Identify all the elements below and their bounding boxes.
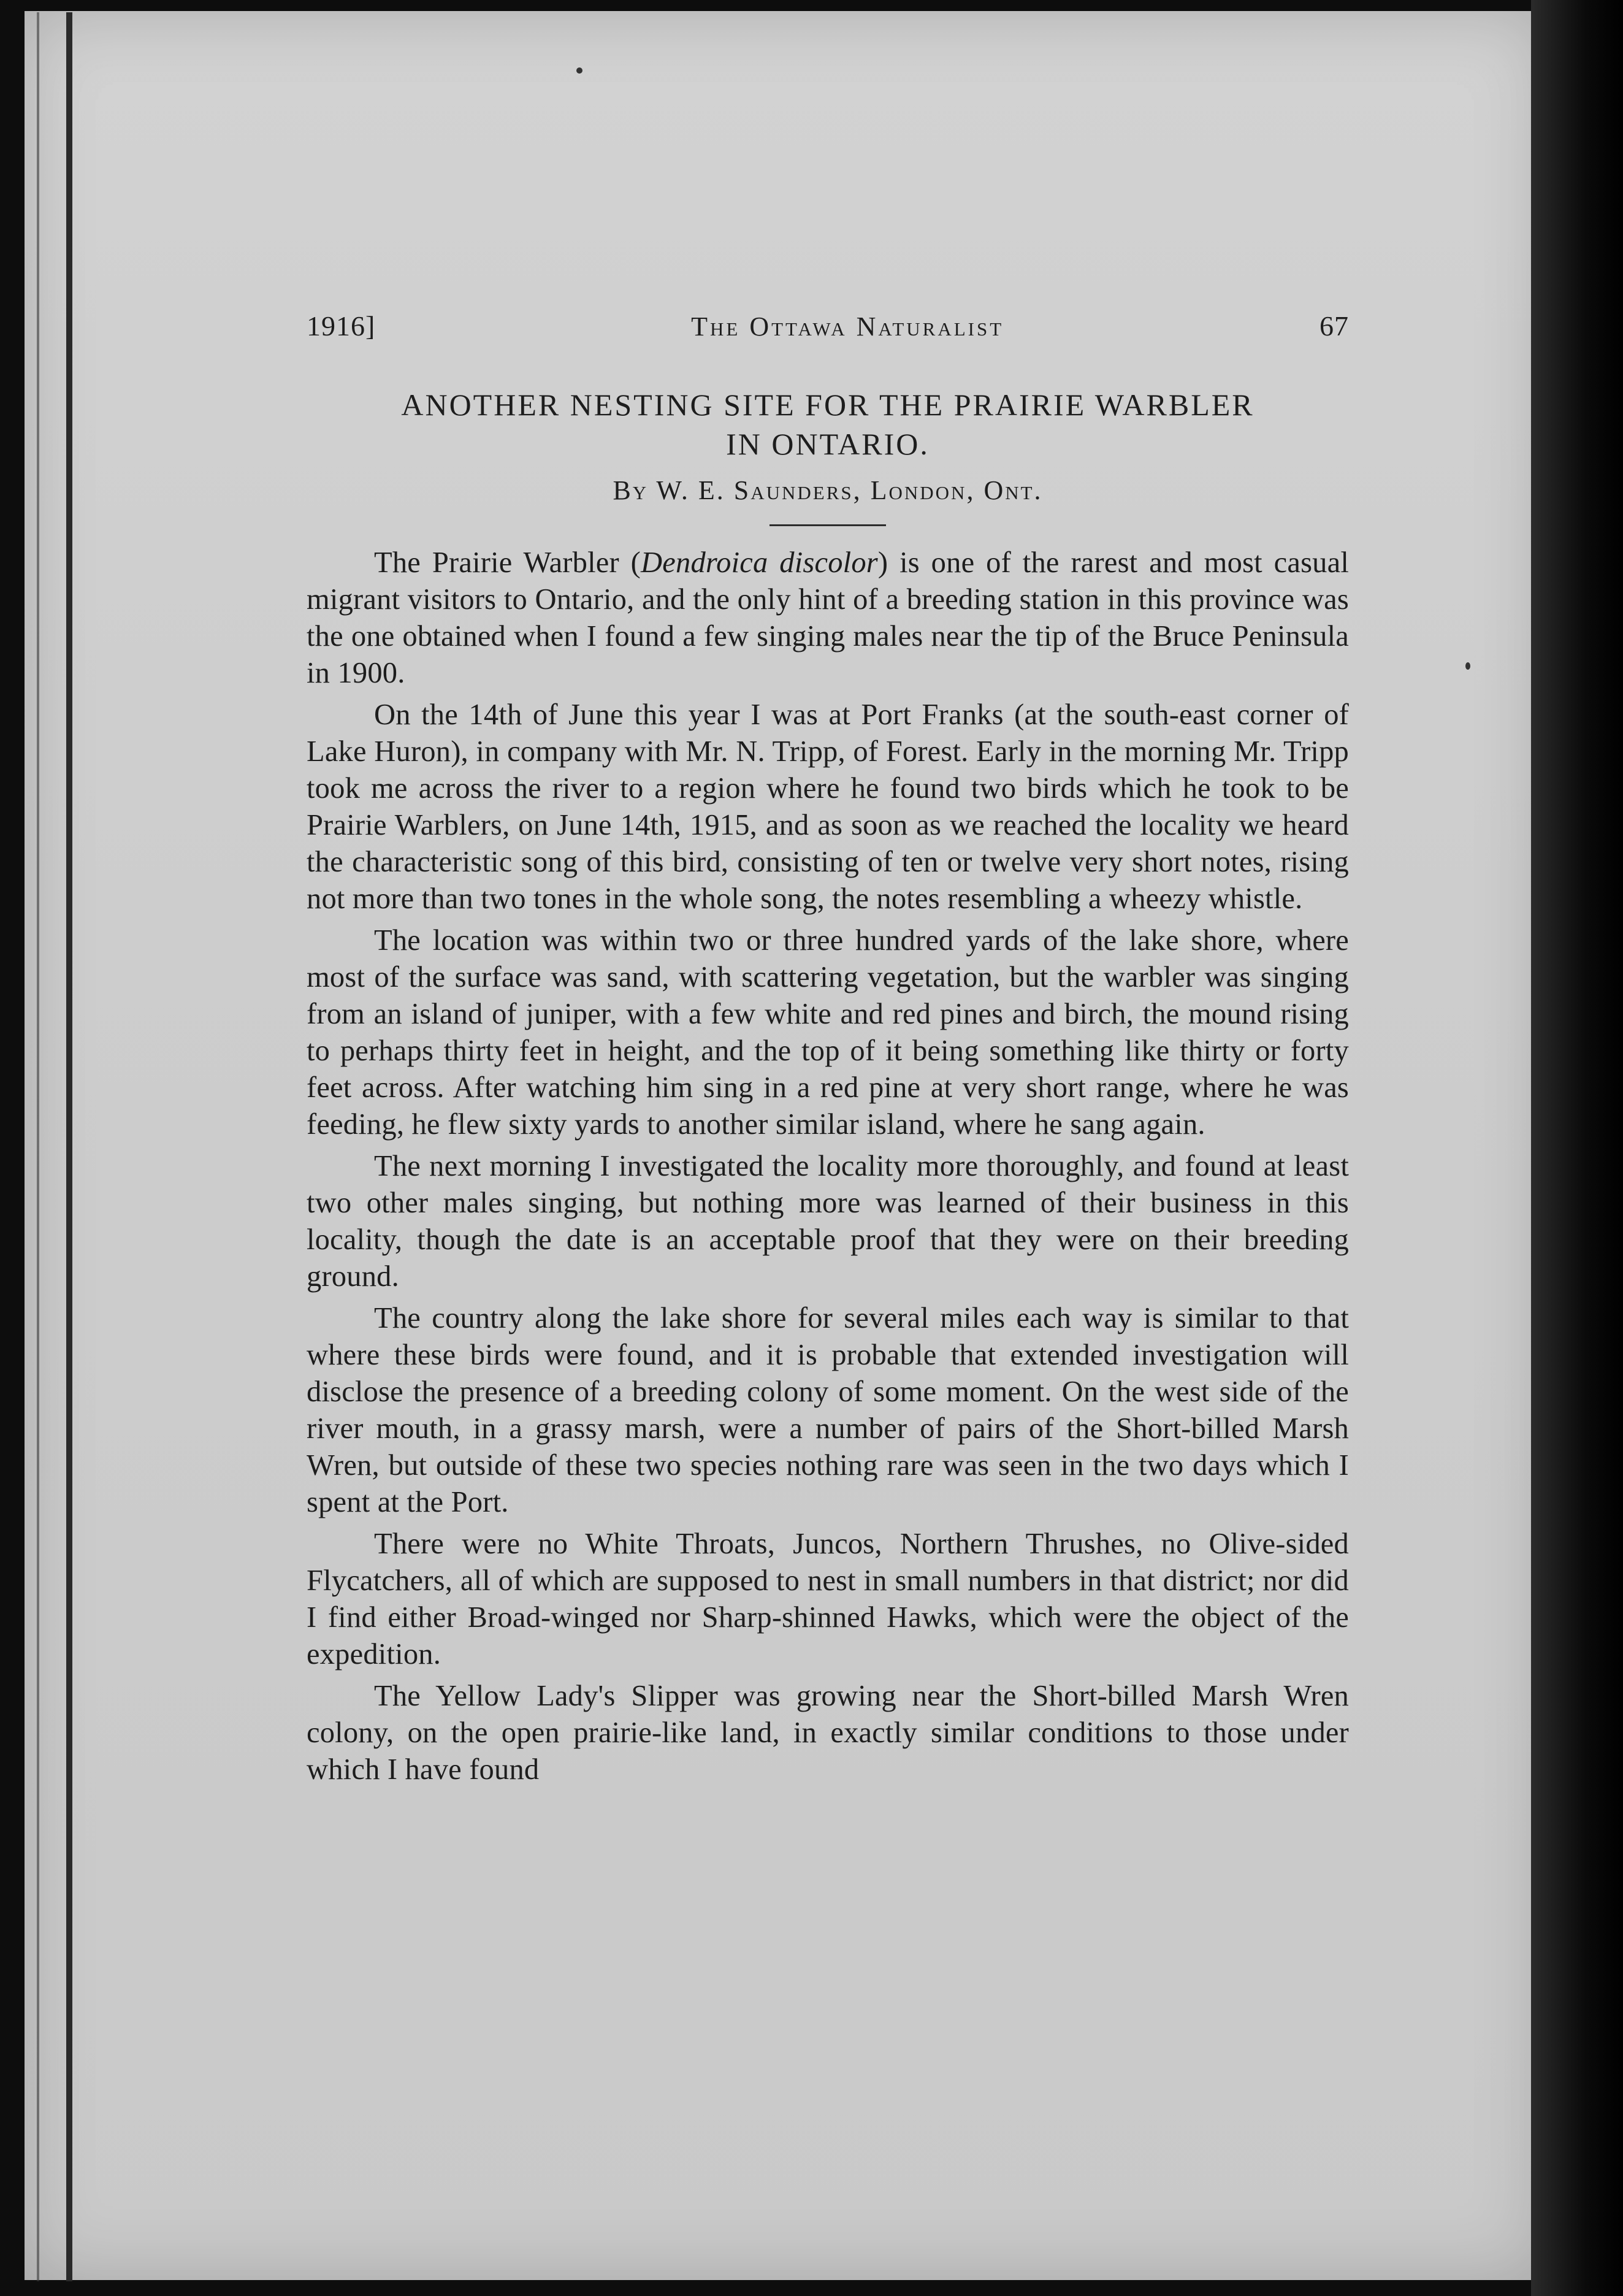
paragraph-7: The Yellow Lady's Slipper was growing near the Short-billed Marsh Wren colony, on the open prairie-like land, in exactly similar conditions to those under which I have found [307,1680,1349,1786]
article-title-line-2: IN ONTARIO. [726,427,930,461]
paragraph-1-lead: The Prairie Warbler ( [374,546,641,579]
paragraph-1-rest: ) is one of the rarest and most casual migrant visitors to Ontario, and the only hint of a breeding station in this province was the one obtained when I found a few singing males near the tip of the Bruce Peninsula in 1900. [307,546,1349,689]
species-name-italic: Dendroica discolor [641,546,878,579]
binding-edge-line [66,12,72,2281]
page-number: 67 [1319,310,1349,342]
dust-speck [576,67,582,74]
title-rule-divider [769,524,886,526]
binding-shadow-line [37,12,39,2281]
dust-speck [1465,662,1470,670]
article-title-line-1: ANOTHER NESTING SITE FOR THE PRAIRIE WARBLER [401,388,1254,422]
article-text-block [307,310,1349,1793]
article-title [307,385,1349,464]
paragraph-5: The country along the lake shore for several miles each way is similar to that where these birds were found, and it is probable that extended investigation will disclose the presence of a breeding colony of some moment. On the west side of the river mouth, in a grassy marsh, were a number of pairs of the Short-billed Marsh Wren, but outside of these two species nothing rare was seen in the two days which I spent at the Port. [307,1302,1349,1518]
right-scan-edge [1531,0,1623,2296]
paragraph-4: The next morning I investigated the locality more thoroughly, and found at least two other males singing, but nothing more was learned of their business in this locality, though the date is an acceptable proof that they were on their breeding ground. [307,1150,1349,1293]
running-head [307,310,1349,342]
paragraph-1 [307,545,1349,692]
paragraph-3: The location was within two or three hundred yards of the lake shore, where most of the surface was sand, with scattering vegetation, but the warbler was singing from an island of juniper, with a few white and red pines and birch, the mound rising to perhaps thirty feet in height, and the top of it being something like thirty or forty feet across. After watching him sing in a red pine at very short range, where he was feeding, he flew sixty yards to another similar island, where he sang again. [307,924,1349,1141]
article-byline: By W. E. Saunders, London, Ont. [613,475,1043,505]
paragraph-2: On the 14th of June this year I was at Port Franks (at the south-east corner of Lake Huron), in company with Mr. N. Tripp, of Forest. Early in the morning Mr. Tripp took me across the river to a region where he found two birds which he took to be Prairie Warblers, on June 14th, 1915, and as soon as we reached the locality we heard the characteristic song of this bird, consisting of ten or twelve very short notes, rising not more than two tones in the whole song, the notes resembling a wheezy whistle. [307,698,1349,915]
running-head-journal-title: The Ottawa Naturalist [691,312,1004,342]
paragraph-6: There were no White Throats, Juncos, Northern Thrushes, no Olive-sided Flycatchers, all of which are supposed to nest in small numbers in that district; nor did I find either Broad-winged nor Sharp-shinned Hawks, which were the object of the expedition. [307,1528,1349,1670]
running-head-year: 1916] [307,310,376,342]
